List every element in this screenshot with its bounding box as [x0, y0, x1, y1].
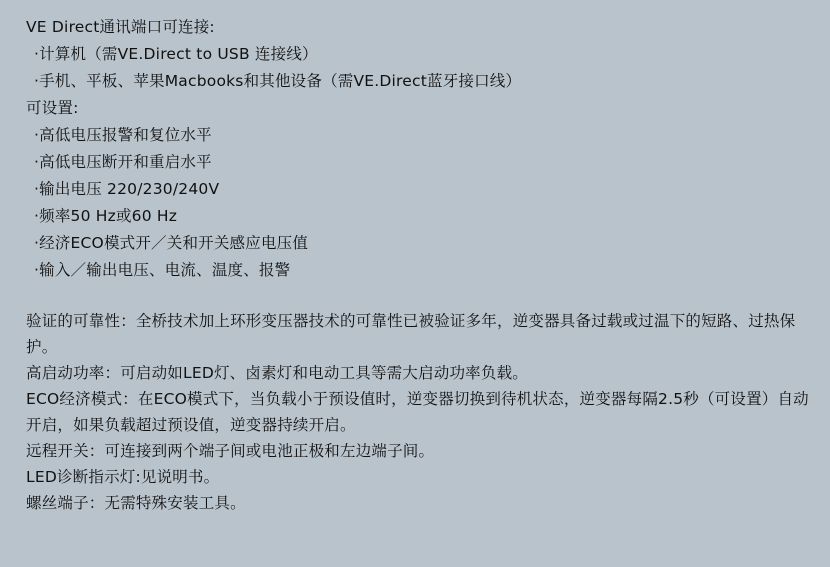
heading-settings: 可设置:	[26, 99, 79, 117]
list-item: ·高低电压报警和复位水平	[34, 126, 212, 144]
paragraph-led-indicator: LED诊断指示灯:见说明书。	[26, 468, 220, 486]
list-item: ·输出电压 220/230/240V	[34, 180, 220, 198]
paragraph-startup-power: 高启动功率：可启动如LED灯、卤素灯和电动工具等需大启动功率负载。	[26, 364, 528, 382]
paragraph-screw-terminals: 螺丝端子：无需特殊安装工具。	[26, 494, 246, 512]
list-item: ·经济ECO模式开／关和开关感应电压值	[34, 234, 309, 252]
paragraph-remote-switch: 远程开关：可连接到两个端子间或电池正极和左边端子间。	[26, 442, 435, 460]
list-item: ·高低电压断开和重启水平	[34, 153, 212, 171]
heading-connect: VE Direct通讯端口可连接:	[26, 18, 215, 36]
list-item: ·手机、平板、苹果Macbooks和其他设备（需VE.Direct蓝牙接口线）	[34, 72, 522, 90]
list-item: ·输入／输出电压、电流、温度、报警	[34, 261, 291, 279]
paragraph-eco-mode: ECO经济模式：在ECO模式下，当负载小于预设值时，逆变器切换到待机状态，逆变器每隔2.5秒（可设置）自动开启，如果负载超过预设值，逆变器持续开启。	[26, 390, 809, 434]
section-divider	[26, 284, 810, 308]
list-item: ·计算机（需VE.Direct to USB 连接线）	[34, 45, 318, 63]
paragraph-reliability: 验证的可靠性：全桥技术加上环形变压器技术的可靠性已被验证多年，逆变器具备过载或过温下的短路、过热保护。	[26, 312, 796, 356]
list-item: ·频率50 Hz或60 Hz	[34, 207, 178, 225]
